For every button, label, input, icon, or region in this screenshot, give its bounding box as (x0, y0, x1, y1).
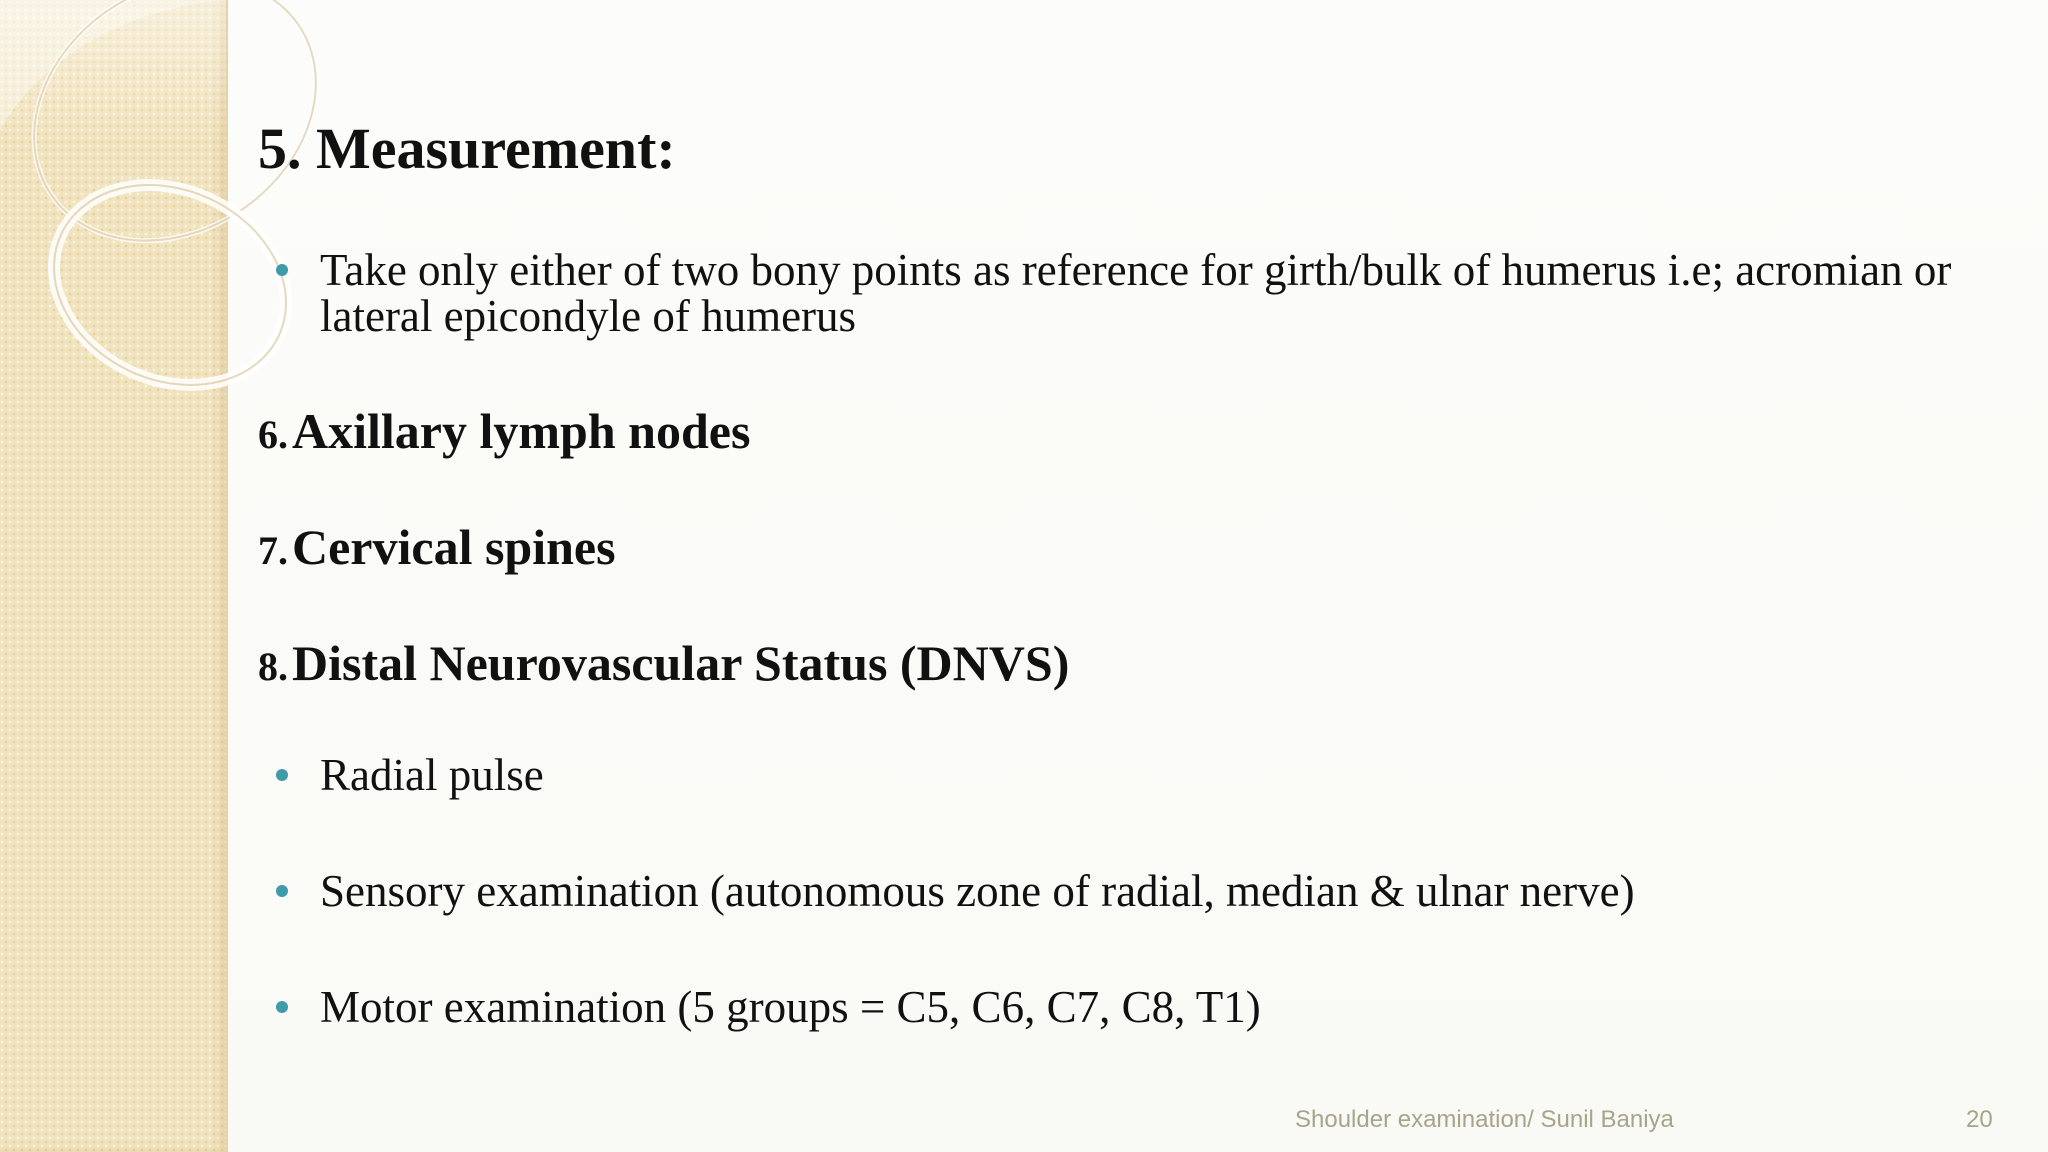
heading-axillary-lymph-nodes (258, 402, 750, 460)
bullet-text: Radial pulse (320, 750, 544, 800)
slide-content (258, 0, 1998, 1152)
bullet-motor-examination (276, 984, 1976, 1030)
bullet-radial-pulse (276, 752, 1976, 798)
bullet-dot-icon (276, 885, 288, 897)
section-number: 8. (258, 644, 288, 689)
bullet-text: Motor examination (5 groups = C5, C6, C7, C8, T1) (320, 982, 1261, 1032)
section-title: Cervical spines (292, 519, 616, 575)
bullet-dot-icon (276, 769, 288, 781)
panel-glow (0, 0, 226, 140)
bullet-dot-icon (276, 264, 288, 276)
heading-dnvs (258, 634, 1069, 692)
bullet-sensory-examination (276, 868, 1976, 914)
footer-caption: Shoulder examination/ Sunil Baniya (1295, 1106, 1674, 1133)
bullet-measurement-text: Take only either of two bony points as reference for girth/bulk of humerus i.e; acromian or lateral epicondyle of humerus (320, 245, 1952, 341)
section-number: 7. (258, 528, 288, 573)
heading-cervical-spines (258, 518, 616, 576)
section-number: 6. (258, 412, 288, 457)
section-title: Distal Neurovascular Status (DNVS) (292, 635, 1070, 691)
bullet-measurement (276, 247, 1976, 339)
bullet-dot-icon (276, 1001, 288, 1013)
page-number: 20 (1966, 1106, 1993, 1133)
heading-measurement: 5. Measurement: (258, 116, 676, 181)
bullet-text: Sensory examination (autonomous zone of radial, median & ulnar nerve) (320, 866, 1635, 916)
section-title: Axillary lymph nodes (292, 403, 751, 459)
decorative-side-panel (0, 0, 228, 1152)
